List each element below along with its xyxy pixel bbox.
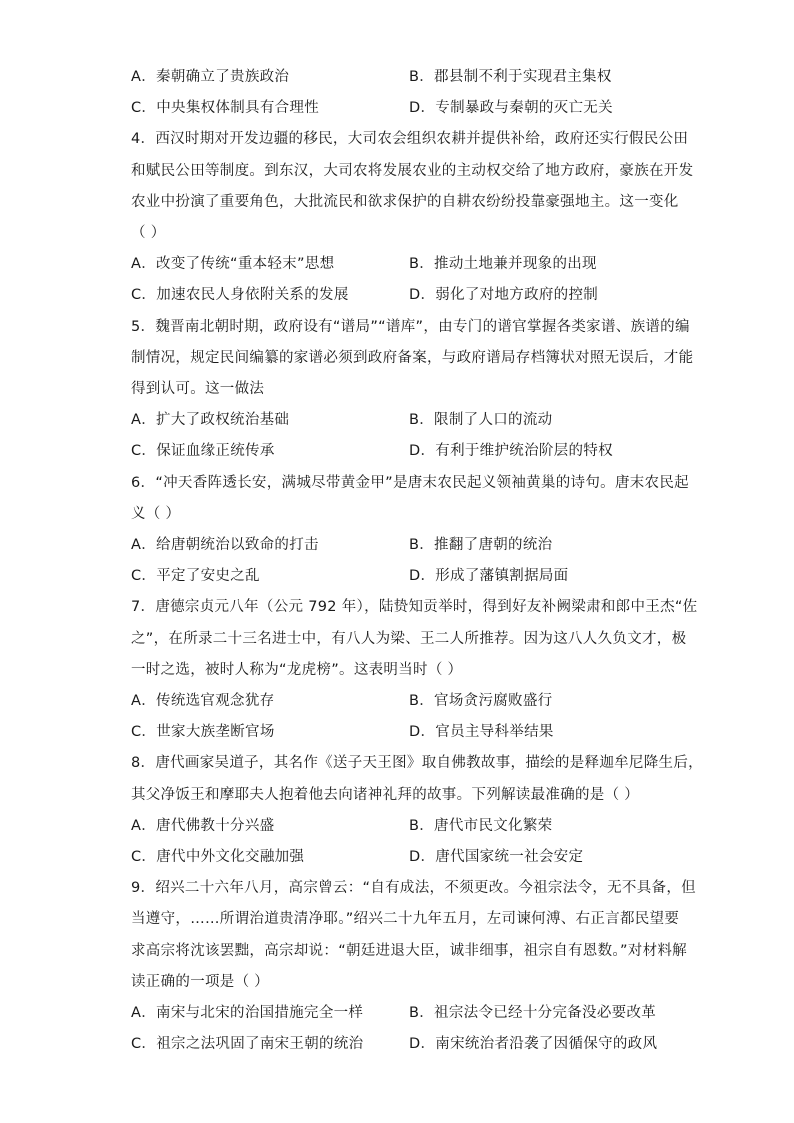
q7-stem-line: 之”，在所录二十三名进士中，有八人为梁、王二人所推荐。因为这八人久负文才，极	[131, 630, 687, 647]
question-4	[131, 124, 694, 311]
q5-option-d: D．有利于维护统治阶层的特权	[409, 443, 613, 460]
q5-stem-line: 5．魏晋南北朝时期，政府设有“谱局”“谱库”，由专门的谱官掌握各类家谱、族谱的编	[131, 318, 690, 335]
q8-option-c: C．唐代中外文化交融加强	[131, 848, 305, 865]
q4-options-row-1	[131, 249, 671, 280]
q9-stem-line: 当遵守，……所谓治道贵清净耶。”绍兴二十九年五月，左司谏何溥、右正言都民望要	[131, 911, 680, 928]
question-8	[131, 748, 703, 873]
q8-stem-line: 其父净饭王和摩耶夫人抱着他去向诸神礼拜的故事。下列解读最准确的是（ ）	[131, 786, 640, 803]
q4-option-a: A．改变了传统“重本轻末”思想	[131, 256, 335, 273]
question-6	[131, 468, 689, 593]
q7-options-row-2	[131, 717, 671, 748]
q9-stem-line: 读正确的一项是（ ）	[131, 973, 270, 990]
q5-options-row-2	[131, 436, 671, 467]
q7-option-b: B．官场贪污腐败盛行	[409, 692, 553, 709]
q7-options-row-1	[131, 686, 671, 717]
q9-option-a: A．南宋与北宋的治国措施完全一样	[131, 1004, 364, 1021]
q9-stem-line: 求高宗将沈该罢黜，高宗却说：“朝廷进退大臣，诚非细事，祖宗自有恩数。”对材料解	[131, 942, 687, 959]
q6-options-row-2	[131, 561, 671, 592]
q3-options-row-2	[131, 93, 671, 124]
q9-options-row-2	[131, 1029, 671, 1060]
q7-stem-line: 一时之选，被时人称为“龙虎榜”。这表明当时（ ）	[131, 661, 463, 678]
q6-option-d: D．形成了藩镇割据局面	[409, 568, 569, 585]
q4-option-b: B．推动土地兼并现象的出现	[409, 256, 597, 273]
q3-option-b: B．郡县制不利于实现君主集权	[409, 69, 612, 85]
q4-stem-line: 和赋民公田等制度。到东汉，大司农将发展农业的主动权交给了地方政府，豪族在开发	[131, 162, 694, 179]
q7-option-a: A．传统选官观念犹存	[131, 692, 275, 709]
q8-option-b: B．唐代市民文化繁荣	[409, 817, 553, 834]
q8-options-row-2	[131, 842, 671, 873]
q8-option-a: A．唐代佛教十分兴盛	[131, 817, 275, 834]
q4-stem-line: 农业中扮演了重要角色，大批流民和欲求保护的自耕农纷纷投靠豪强地主。这一变化	[131, 193, 679, 210]
q3-option-a: A．秦朝确立了贵族政治	[131, 69, 290, 85]
q4-stem-line: （ ）	[131, 224, 166, 241]
q8-stem-line: 8．唐代画家吴道子，其名作《送子天王图》取自佛教故事，描绘的是释迦牟尼降生后，	[131, 755, 703, 772]
q5-stem-line: 制情况，规定民间编纂的家谱必须到政府备案，与政府谱局存档簿状对照无误后，才能	[131, 349, 694, 366]
q7-option-d: D．官员主导科举结果	[409, 724, 554, 741]
q8-option-d: D．唐代国家统一社会安定	[409, 848, 584, 865]
q9-stem-line: 9．绍兴二十六年八月，高宗曾云：“自有成法，不须更改。今祖宗法令，无不具备，但	[131, 880, 696, 897]
q3-option-c: C．中央集权体制具有合理性	[131, 100, 320, 117]
q6-option-a: A．给唐朝统治以致命的打击	[131, 536, 319, 553]
q5-options-row-1	[131, 405, 671, 436]
q5-option-a: A．扩大了政权统治基础	[131, 412, 290, 429]
q9-option-d: D．南宋统治者沿袭了因循保守的政风	[409, 1036, 658, 1053]
q9-options-row-1	[131, 998, 671, 1029]
q4-stem-line: 4．西汉时期对开发边疆的移民，大司农会组织农耕并提供补给，政府还实行假民公田	[131, 131, 689, 148]
q7-stem-line: 7．唐德宗贞元八年（公元 792 年），陆贽知贡举时，得到好友补阙梁肃和郎中王杰“佐	[131, 599, 698, 616]
q5-option-c: C．保证血缘正统传承	[131, 443, 275, 460]
question-5	[131, 312, 694, 468]
q6-options-row-1	[131, 530, 671, 561]
q6-option-b: B．推翻了唐朝的统治	[409, 536, 553, 553]
q6-stem-line: 6．“冲天香阵透长安，满城尽带黄金甲”是唐末农民起义领袖黄巢的诗句。唐末农民起	[131, 474, 689, 491]
q8-options-row-1	[131, 811, 671, 842]
q3-options-row-1	[131, 62, 671, 93]
q6-stem-line: 义（ ）	[131, 505, 181, 522]
q3-option-d: D．专制暴政与秦朝的灭亡无关	[409, 100, 613, 117]
q5-stem-line: 得到认可。这一做法	[131, 380, 265, 397]
q9-option-c: C．祖宗之法巩固了南宋王朝的统治	[131, 1036, 364, 1053]
q4-option-c: C．加速农民人身依附关系的发展	[131, 287, 349, 304]
exam-content	[131, 62, 703, 1060]
q7-option-c: C．世家大族垄断官场	[131, 724, 275, 741]
q5-option-b: B．限制了人口的流动	[409, 412, 553, 429]
question-7	[131, 592, 698, 748]
q4-option-d: D．弱化了对地方政府的控制	[409, 287, 599, 304]
q6-option-c: C．平定了安史之乱	[131, 568, 260, 585]
q4-options-row-2	[131, 280, 671, 311]
q9-option-b: B．祖宗法令已经十分完备没必要改革	[409, 1004, 657, 1021]
question-9	[131, 873, 696, 1060]
